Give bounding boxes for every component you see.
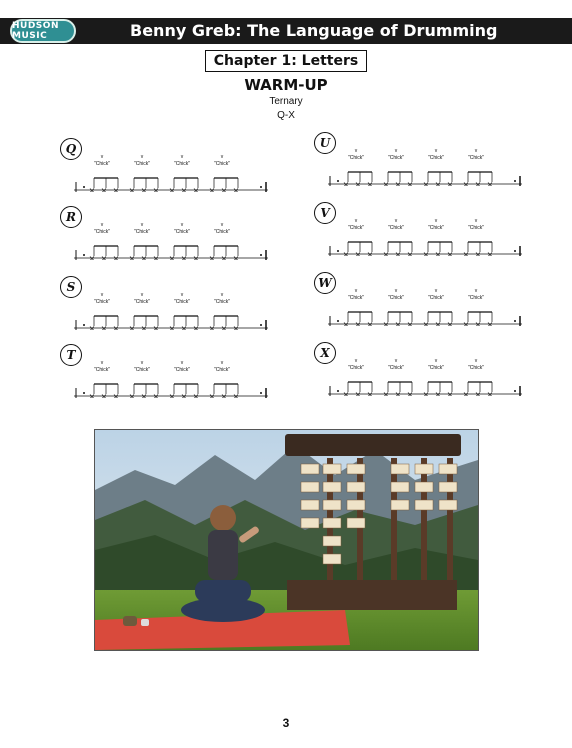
accent-mark: v — [140, 360, 144, 366]
chick-label: "Chick" — [93, 299, 111, 305]
note-x: × — [140, 324, 148, 330]
note-x: × — [232, 392, 240, 398]
chick-label: "Chick" — [387, 365, 405, 371]
accent-mark: v — [220, 222, 224, 228]
note-x: × — [434, 390, 442, 396]
note-x: × — [474, 250, 482, 256]
accent-mark: v — [354, 218, 358, 224]
note-x: × — [180, 186, 188, 192]
note-x: × — [394, 390, 402, 396]
chapter-title: Chapter 1: Letters — [205, 50, 367, 72]
accent-mark: v — [100, 222, 104, 228]
note-x: × — [180, 324, 188, 330]
accent-mark: v — [140, 154, 144, 160]
accent-mark: v — [474, 148, 478, 154]
exercise-letter: R — [60, 206, 82, 228]
repeat-dot — [83, 324, 85, 326]
exercise-s — [60, 276, 272, 328]
chick-label: "Chick" — [93, 229, 111, 235]
accent-mark: v — [394, 288, 398, 294]
notation-staff — [324, 216, 524, 256]
exercise-x — [314, 342, 526, 394]
exercise-letter: Q — [60, 138, 82, 160]
note-x: × — [128, 324, 136, 330]
note-x: × — [382, 390, 390, 396]
chick-label: "Chick" — [173, 161, 191, 167]
chick-label: "Chick" — [467, 365, 485, 371]
note-x: × — [112, 392, 120, 398]
accent-mark: v — [394, 148, 398, 154]
note-x: × — [406, 320, 414, 326]
chick-label: "Chick" — [173, 229, 191, 235]
note-x: × — [152, 186, 160, 192]
note-x: × — [462, 390, 470, 396]
note-x: × — [434, 250, 442, 256]
exercise-v — [314, 202, 526, 254]
note-x: × — [406, 390, 414, 396]
accent-mark: v — [180, 154, 184, 160]
accent-mark: v — [354, 288, 358, 294]
note-x: × — [88, 324, 96, 330]
chick-label: "Chick" — [467, 225, 485, 231]
note-x: × — [152, 254, 160, 260]
note-x: × — [168, 392, 176, 398]
note-x: × — [140, 254, 148, 260]
notation-staff — [324, 146, 524, 186]
accent-mark: v — [394, 218, 398, 224]
chick-label: "Chick" — [213, 299, 231, 305]
note-x: × — [88, 186, 96, 192]
note-x: × — [354, 320, 362, 326]
repeat-dot — [83, 254, 85, 256]
exercise-q — [60, 138, 272, 190]
note-x: × — [88, 254, 96, 260]
note-x: × — [192, 324, 200, 330]
note-x: × — [152, 392, 160, 398]
note-x: × — [208, 324, 216, 330]
repeat-dot — [337, 320, 339, 322]
note-x: × — [152, 324, 160, 330]
notation-staff — [70, 290, 270, 330]
chick-label: "Chick" — [173, 299, 191, 305]
exercise-letter: T — [60, 344, 82, 366]
accent-mark: v — [180, 222, 184, 228]
accent-mark: v — [434, 218, 438, 224]
exercise-r — [60, 206, 272, 258]
chick-label: "Chick" — [347, 225, 365, 231]
note-x: × — [486, 390, 494, 396]
notation-staff — [70, 358, 270, 398]
note-x: × — [422, 390, 430, 396]
chick-label: "Chick" — [93, 161, 111, 167]
note-x: × — [486, 320, 494, 326]
note-x: × — [474, 390, 482, 396]
note-x: × — [462, 250, 470, 256]
accent-mark: v — [434, 148, 438, 154]
notation-staff — [70, 220, 270, 260]
accent-mark: v — [140, 292, 144, 298]
note-x: × — [366, 390, 374, 396]
chick-label: "Chick" — [213, 161, 231, 167]
chick-label: "Chick" — [133, 299, 151, 305]
note-x: × — [382, 320, 390, 326]
note-x: × — [168, 254, 176, 260]
chick-label: "Chick" — [387, 295, 405, 301]
note-x: × — [422, 180, 430, 186]
repeat-dot — [514, 250, 516, 252]
instructor-photo — [94, 429, 479, 651]
chick-label: "Chick" — [133, 367, 151, 373]
note-x: × — [232, 186, 240, 192]
note-x: × — [220, 254, 228, 260]
exercise-letter: S — [60, 276, 82, 298]
repeat-dot — [514, 390, 516, 392]
note-x: × — [434, 320, 442, 326]
chick-label: "Chick" — [347, 365, 365, 371]
accent-mark: v — [180, 360, 184, 366]
repeat-dot — [83, 186, 85, 188]
notation-staff — [70, 152, 270, 192]
note-x: × — [446, 180, 454, 186]
note-x: × — [100, 186, 108, 192]
note-x: × — [422, 250, 430, 256]
chick-label: "Chick" — [427, 365, 445, 371]
chick-label: "Chick" — [347, 155, 365, 161]
note-x: × — [208, 186, 216, 192]
note-x: × — [192, 392, 200, 398]
note-x: × — [394, 250, 402, 256]
exercise-letter: X — [314, 342, 336, 364]
note-x: × — [446, 320, 454, 326]
exercise-letter: U — [314, 132, 336, 154]
note-x: × — [112, 186, 120, 192]
note-x: × — [128, 186, 136, 192]
chick-label: "Chick" — [213, 367, 231, 373]
note-x: × — [422, 320, 430, 326]
note-x: × — [382, 180, 390, 186]
section-title: WARM-UP — [244, 76, 328, 94]
exercise-letter: V — [314, 202, 336, 224]
note-x: × — [486, 180, 494, 186]
note-x: × — [128, 392, 136, 398]
repeat-dot — [514, 320, 516, 322]
chick-label: "Chick" — [467, 155, 485, 161]
note-x: × — [366, 320, 374, 326]
note-x: × — [366, 250, 374, 256]
repeat-dot — [337, 390, 339, 392]
repeat-dot — [260, 324, 262, 326]
hudson-music-logo: HUDSON MUSIC — [10, 19, 76, 43]
chick-label: "Chick" — [387, 155, 405, 161]
note-x: × — [140, 186, 148, 192]
exercise-t — [60, 344, 272, 396]
chick-label: "Chick" — [93, 367, 111, 373]
repeat-dot — [337, 180, 339, 182]
note-x: × — [112, 254, 120, 260]
note-x: × — [462, 320, 470, 326]
accent-mark: v — [220, 154, 224, 160]
note-x: × — [406, 180, 414, 186]
chick-label: "Chick" — [427, 295, 445, 301]
repeat-dot — [83, 392, 85, 394]
note-x: × — [394, 320, 402, 326]
note-x: × — [434, 180, 442, 186]
accent-mark: v — [180, 292, 184, 298]
note-x: × — [140, 392, 148, 398]
chick-label: "Chick" — [387, 225, 405, 231]
exercise-w — [314, 272, 526, 324]
note-x: × — [354, 180, 362, 186]
accent-mark: v — [394, 358, 398, 364]
exercise-letter: W — [314, 272, 336, 294]
chick-label: "Chick" — [427, 225, 445, 231]
book-title: Benny Greb: The Language of Drumming — [130, 21, 498, 40]
accent-mark: v — [434, 358, 438, 364]
accent-mark: v — [354, 358, 358, 364]
repeat-dot — [260, 392, 262, 394]
note-x: × — [220, 324, 228, 330]
note-x: × — [220, 186, 228, 192]
note-x: × — [342, 250, 350, 256]
note-x: × — [208, 392, 216, 398]
page-number: 3 — [282, 716, 290, 730]
accent-mark: v — [220, 360, 224, 366]
note-x: × — [180, 392, 188, 398]
chick-label: "Chick" — [213, 229, 231, 235]
note-x: × — [474, 320, 482, 326]
header-bar — [0, 18, 572, 44]
note-x: × — [446, 250, 454, 256]
note-x: × — [342, 390, 350, 396]
subtitle-range: Q-X — [277, 110, 295, 121]
accent-mark: v — [354, 148, 358, 154]
note-x: × — [100, 324, 108, 330]
note-x: × — [232, 324, 240, 330]
chick-label: "Chick" — [133, 229, 151, 235]
repeat-dot — [337, 250, 339, 252]
accent-mark: v — [100, 360, 104, 366]
chick-label: "Chick" — [173, 367, 191, 373]
note-x: × — [382, 250, 390, 256]
accent-mark: v — [434, 288, 438, 294]
note-x: × — [366, 180, 374, 186]
note-x: × — [192, 186, 200, 192]
note-x: × — [168, 186, 176, 192]
note-x: × — [168, 324, 176, 330]
repeat-dot — [260, 186, 262, 188]
chick-label: "Chick" — [467, 295, 485, 301]
accent-mark: v — [474, 358, 478, 364]
chick-label: "Chick" — [347, 295, 365, 301]
note-x: × — [394, 180, 402, 186]
note-x: × — [232, 254, 240, 260]
notation-staff — [324, 356, 524, 396]
chick-label: "Chick" — [133, 161, 151, 167]
accent-mark: v — [474, 218, 478, 224]
accent-mark: v — [100, 154, 104, 160]
photo-scene — [95, 430, 478, 650]
note-x: × — [354, 250, 362, 256]
note-x: × — [88, 392, 96, 398]
note-x: × — [100, 254, 108, 260]
accent-mark: v — [100, 292, 104, 298]
note-x: × — [486, 250, 494, 256]
subtitle-feel: Ternary — [269, 96, 303, 107]
note-x: × — [128, 254, 136, 260]
note-x: × — [354, 390, 362, 396]
exercise-u — [314, 132, 526, 184]
note-x: × — [342, 180, 350, 186]
repeat-dot — [514, 180, 516, 182]
repeat-dot — [260, 254, 262, 256]
chick-label: "Chick" — [427, 155, 445, 161]
note-x: × — [342, 320, 350, 326]
accent-mark: v — [220, 292, 224, 298]
note-x: × — [406, 250, 414, 256]
note-x: × — [208, 254, 216, 260]
note-x: × — [100, 392, 108, 398]
note-x: × — [180, 254, 188, 260]
note-x: × — [220, 392, 228, 398]
note-x: × — [192, 254, 200, 260]
note-x: × — [112, 324, 120, 330]
note-x: × — [462, 180, 470, 186]
note-x: × — [446, 390, 454, 396]
accent-mark: v — [474, 288, 478, 294]
accent-mark: v — [140, 222, 144, 228]
note-x: × — [474, 180, 482, 186]
notation-staff — [324, 286, 524, 326]
